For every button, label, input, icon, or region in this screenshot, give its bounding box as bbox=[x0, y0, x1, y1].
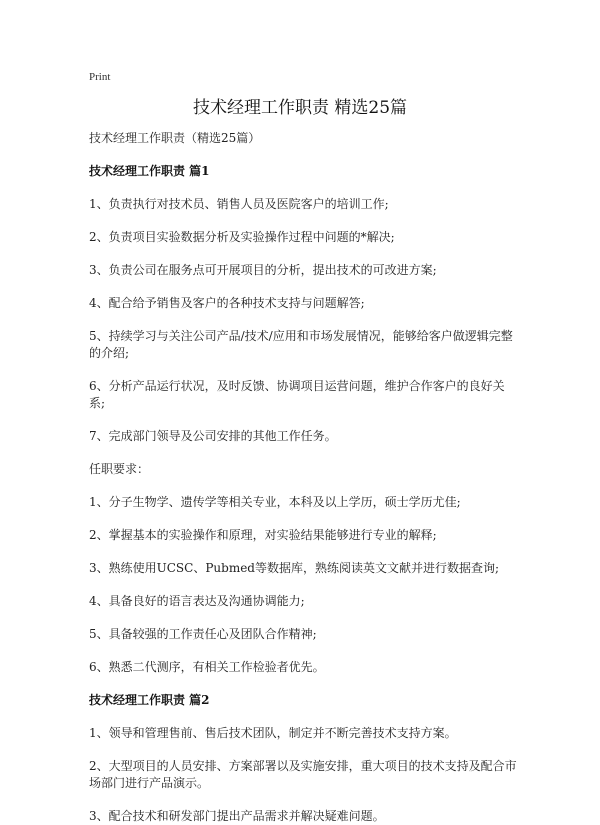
list-item: 2、掌握基本的实验操作和原理，对实验结果能够进行专业的解释; bbox=[89, 528, 437, 542]
list-item: 1、领导和管理售前、售后技术团队，制定并不断完善技术支持方案。 bbox=[89, 726, 457, 740]
requirements-label: 任职要求： bbox=[89, 462, 150, 476]
section-heading: 技术经理工作职责 篇1 bbox=[89, 164, 210, 178]
print-label: Print bbox=[89, 71, 111, 83]
document-title: 技术经理工作职责 精选25篇 bbox=[192, 98, 408, 118]
section-heading: 技术经理工作职责 篇2 bbox=[89, 693, 210, 707]
list-item: 3、配合技术和研发部门提出产品需求并解决疑难问题。 bbox=[89, 809, 385, 823]
document-subtitle: 技术经理工作职责（精选25篇） bbox=[89, 131, 261, 145]
list-item: 5、持续学习与关注公司产品/技术/应用和市场发展情况，能够给客户做逻辑完整的介绍; bbox=[89, 329, 513, 360]
list-item: 7、完成部门领导及公司安排的其他工作任务。 bbox=[89, 429, 337, 443]
list-item: 5、具备较强的工作责任心及团队合作精神; bbox=[89, 627, 317, 641]
document-body bbox=[89, 130, 519, 825]
list-item: 1、负责执行对技术员、销售人员及医院客户的培训工作; bbox=[89, 197, 389, 211]
list-item: 6、熟悉二代测序，有相关工作检验者优先。 bbox=[89, 660, 325, 674]
list-item: 2、大型项目的人员安排、方案部署以及实施安排，重大项目的技术支持及配合市场部门进行产品演示。 bbox=[89, 759, 517, 790]
list-item: 4、配合给予销售及客户的各种技术支持与问题解答; bbox=[89, 296, 365, 310]
list-item: 2、负责项目实验数据分析及实验操作过程中问题的*解决; bbox=[89, 230, 395, 244]
list-item: 3、负责公司在服务点可开展项目的分析，提出技术的可改进方案; bbox=[89, 263, 437, 277]
list-item: 4、具备良好的语言表达及沟通协调能力; bbox=[89, 594, 305, 608]
list-item: 6、分析产品运行状况，及时反馈、协调项目运营问题，维护合作客户的良好关系; bbox=[89, 379, 505, 410]
list-item: 1、分子生物学、遗传学等相关专业，本科及以上学历，硕士学历尤佳; bbox=[89, 495, 461, 509]
list-item: 3、熟练使用UCSC、Pubmed等数据库，熟练阅读英文文献并进行数据查询; bbox=[89, 561, 500, 575]
